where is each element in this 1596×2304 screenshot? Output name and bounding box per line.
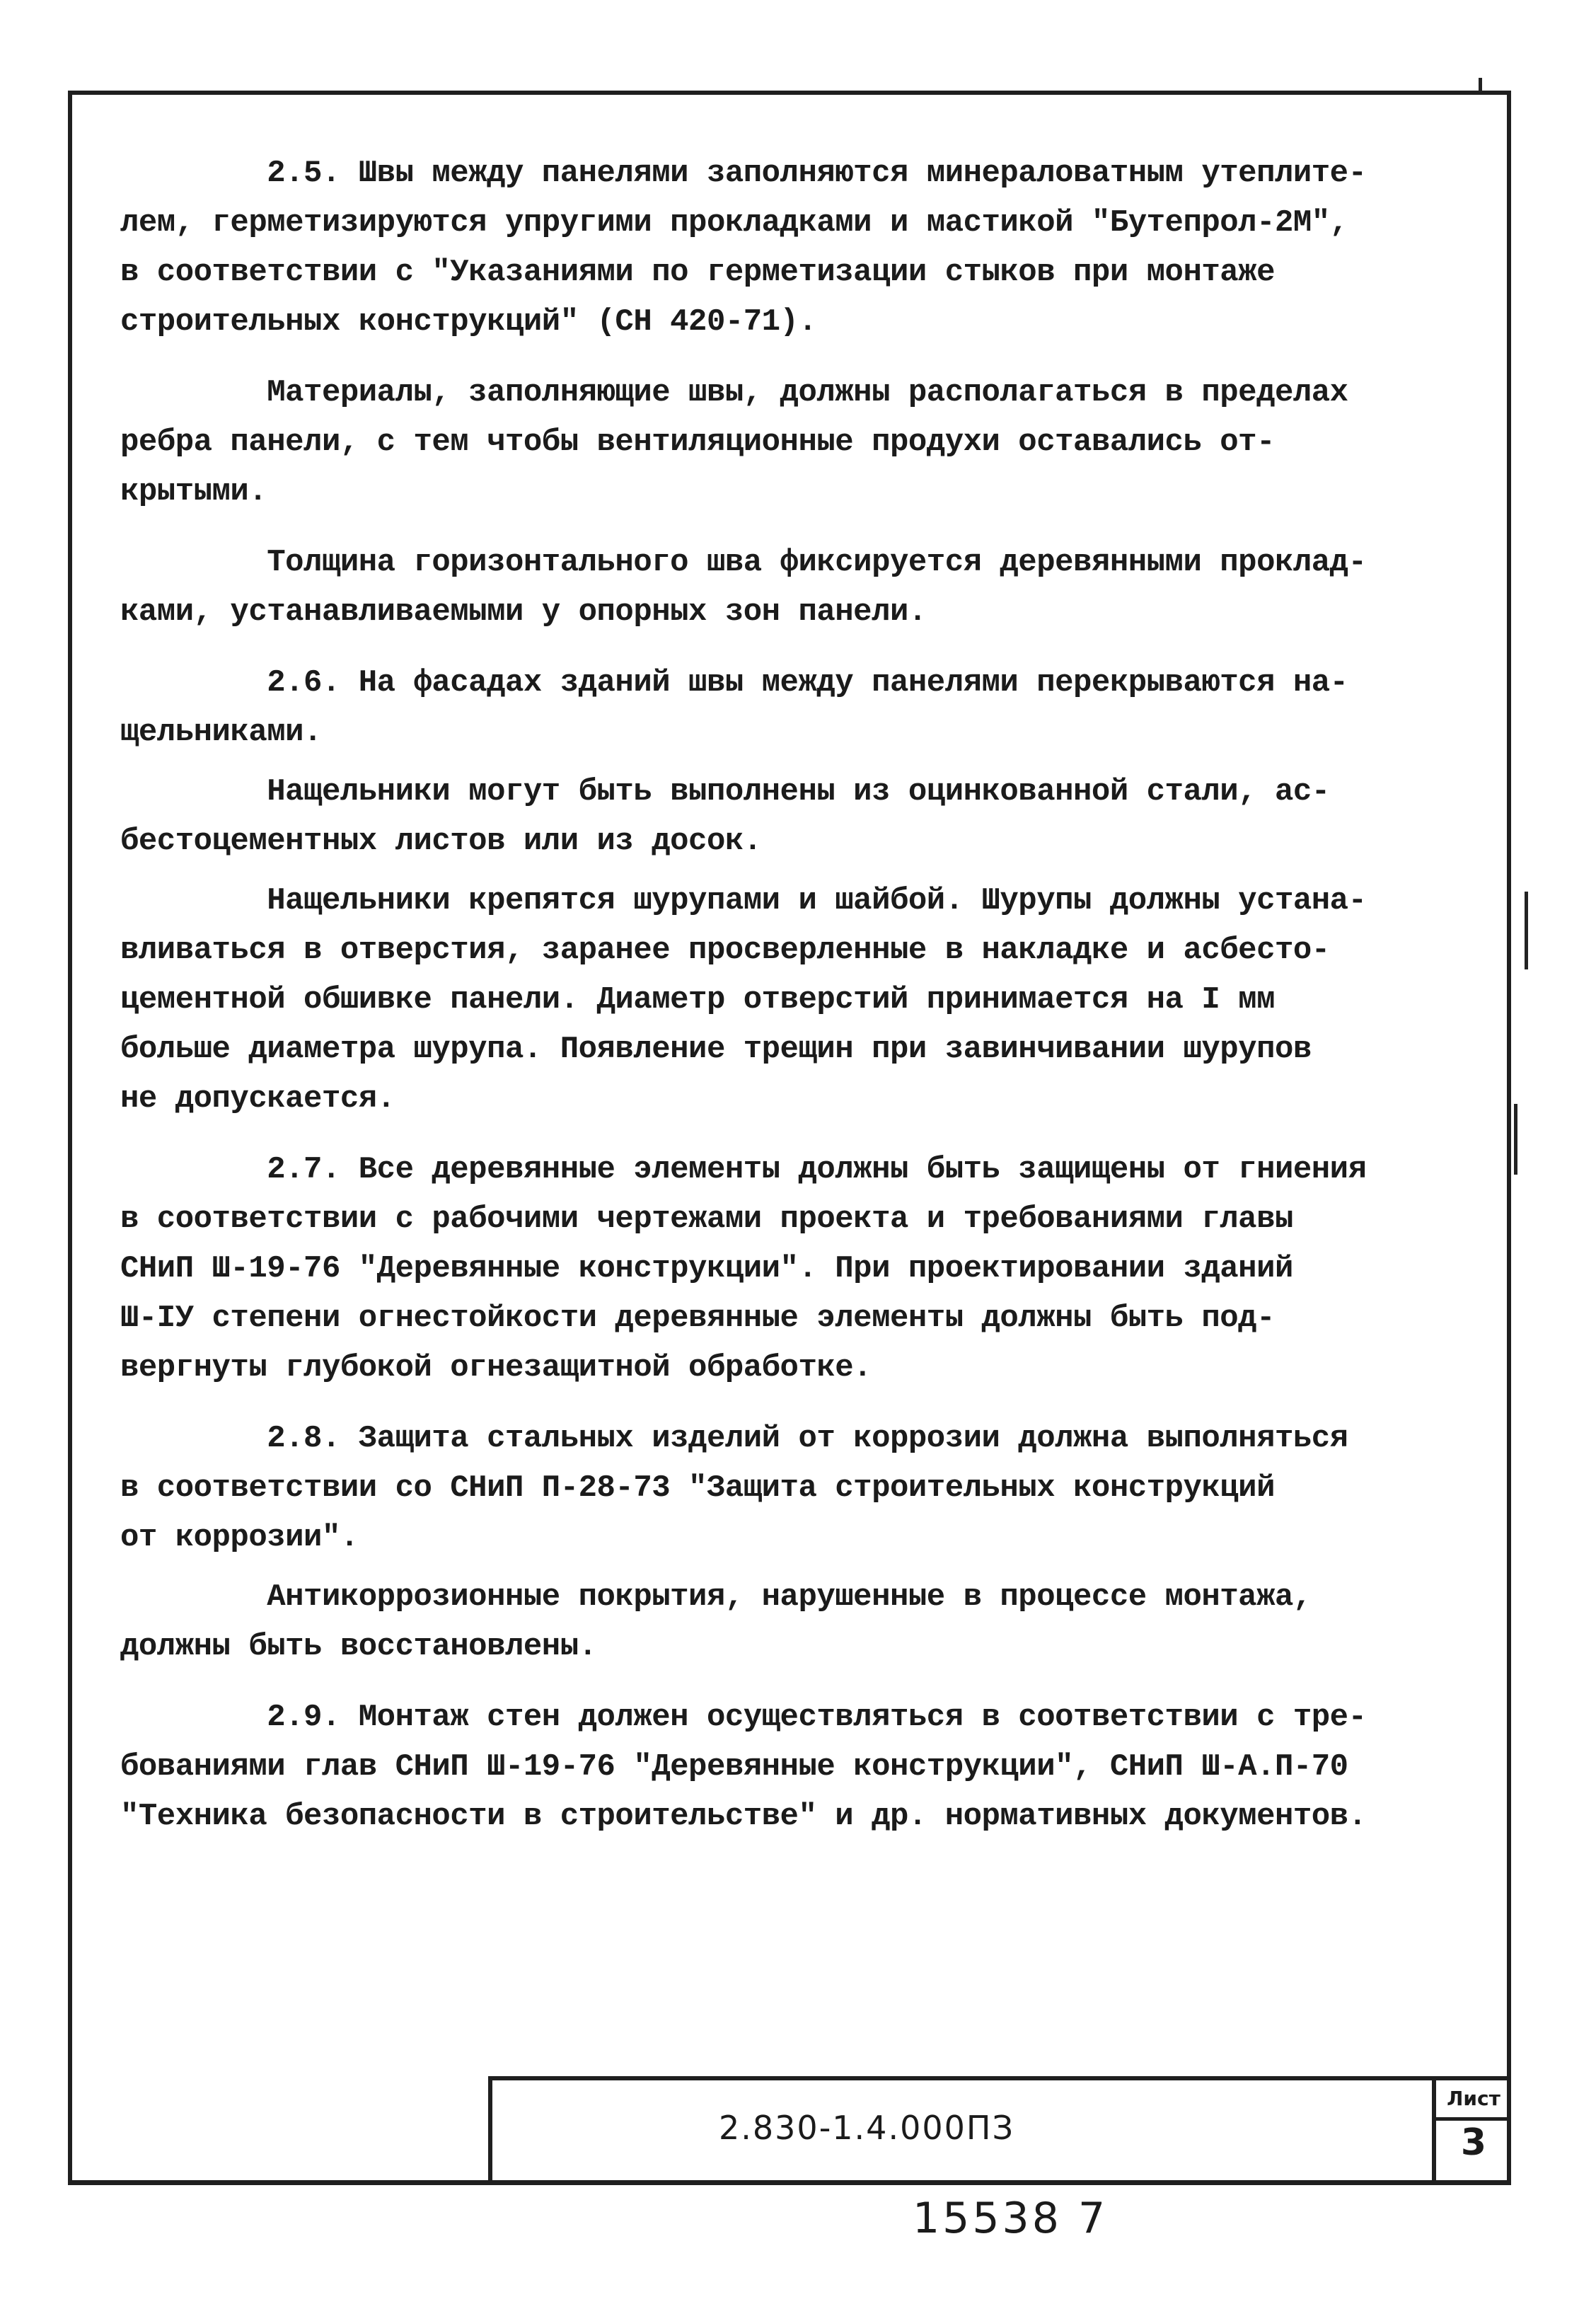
text-line: вливаться в отверстия, заранее просверленные в накладке и асбесто- bbox=[120, 933, 1330, 968]
text-line: 2.5. Швы между панелями заполняются минераловатным утеплите- bbox=[120, 156, 1367, 191]
text-line: бестоцементных листов или из досок. bbox=[120, 824, 762, 859]
text-line: Нащельники могут быть выполнены из оцинкованной стали, ас- bbox=[120, 774, 1330, 810]
text-line: 2.7. Все деревянные элементы должны быть защищены от гниения bbox=[120, 1152, 1367, 1187]
sheet-cell bbox=[1432, 2080, 1511, 2185]
text-line: Антикоррозионные покрытия, нарушенные в процессе монтажа, bbox=[120, 1579, 1312, 1615]
text-line: в соответствии со СНиП П-28-73 "Защита строительных конструкций bbox=[120, 1470, 1275, 1506]
text-line: от коррозии". bbox=[120, 1520, 359, 1555]
margin-tick bbox=[1514, 1104, 1517, 1175]
text-line: должны быть восстановлены. bbox=[120, 1629, 597, 1664]
text-line: СНиП Ш-19-76 "Деревянные конструкции". При проектировании зданий bbox=[120, 1251, 1293, 1286]
text-line: лем, герметизируются упругими прокладками и мастикой "Бутепрол-2М", bbox=[120, 205, 1348, 241]
document-code: 2.830-1.4.000ПЗ bbox=[719, 2109, 1014, 2147]
margin-tick bbox=[1525, 892, 1528, 969]
text-line: не допускается. bbox=[120, 1081, 395, 1117]
text-line: цементной обшивке панели. Диаметр отверстий принимается на I мм bbox=[120, 982, 1275, 1018]
text-line: Ш-IУ степени огнестойкости деревянные элементы должны быть под- bbox=[120, 1301, 1275, 1336]
text-line: 2.9. Монтаж стен должен осуществляться в соответствии с тре- bbox=[120, 1700, 1367, 1735]
text-line: Нащельники крепятся шурупами и шайбой. Шурупы должны устана- bbox=[120, 883, 1367, 918]
text-line: ками, устанавливаемыми у опорных зон панели. bbox=[120, 594, 927, 630]
text-line: крытыми. bbox=[120, 474, 267, 509]
text-line: в соответствии с "Указаниями по герметизации стыков при монтаже bbox=[120, 255, 1275, 290]
text-line: больше диаметра шурупа. Появление трещин при завинчивании шурупов bbox=[120, 1032, 1312, 1067]
sheet-label: Лист bbox=[1436, 2080, 1511, 2121]
sheet-number: 3 bbox=[1460, 2121, 1487, 2164]
text-line: 2.6. На фасадах зданий швы между панелями перекрываются на- bbox=[120, 665, 1348, 701]
text-line: щельниками. bbox=[120, 715, 322, 750]
document-body bbox=[120, 149, 1493, 1841]
title-block bbox=[488, 2076, 1511, 2185]
archive-number: 15538 7 bbox=[913, 2194, 1109, 2243]
text-line: строительных конструкций" (СН 420-71). bbox=[120, 304, 817, 340]
text-line: 2.8. Защита стальных изделий от коррозии должна выполняться bbox=[120, 1421, 1348, 1456]
text-line: в соответствии с рабочими чертежами проекта и требованиями главы bbox=[120, 1202, 1293, 1237]
text-line: Материалы, заполняющие швы, должны располагаться в пределах bbox=[120, 375, 1348, 410]
margin-tick bbox=[1479, 78, 1482, 92]
text-line: бованиями глав СНиП Ш-19-76 "Деревянные конструкции", СНиП Ш-А.П-70 bbox=[120, 1749, 1348, 1785]
text-line: ребра панели, с тем чтобы вентиляционные продухи оставались от- bbox=[120, 425, 1275, 460]
text-line: вергнуты глубокой огнезащитной обработке. bbox=[120, 1350, 872, 1386]
text-line: Толщина горизонтального шва фиксируется деревянными проклад- bbox=[120, 545, 1367, 580]
text-line: "Техника безопасности в строительстве" и др. нормативных документов. bbox=[120, 1799, 1367, 1834]
